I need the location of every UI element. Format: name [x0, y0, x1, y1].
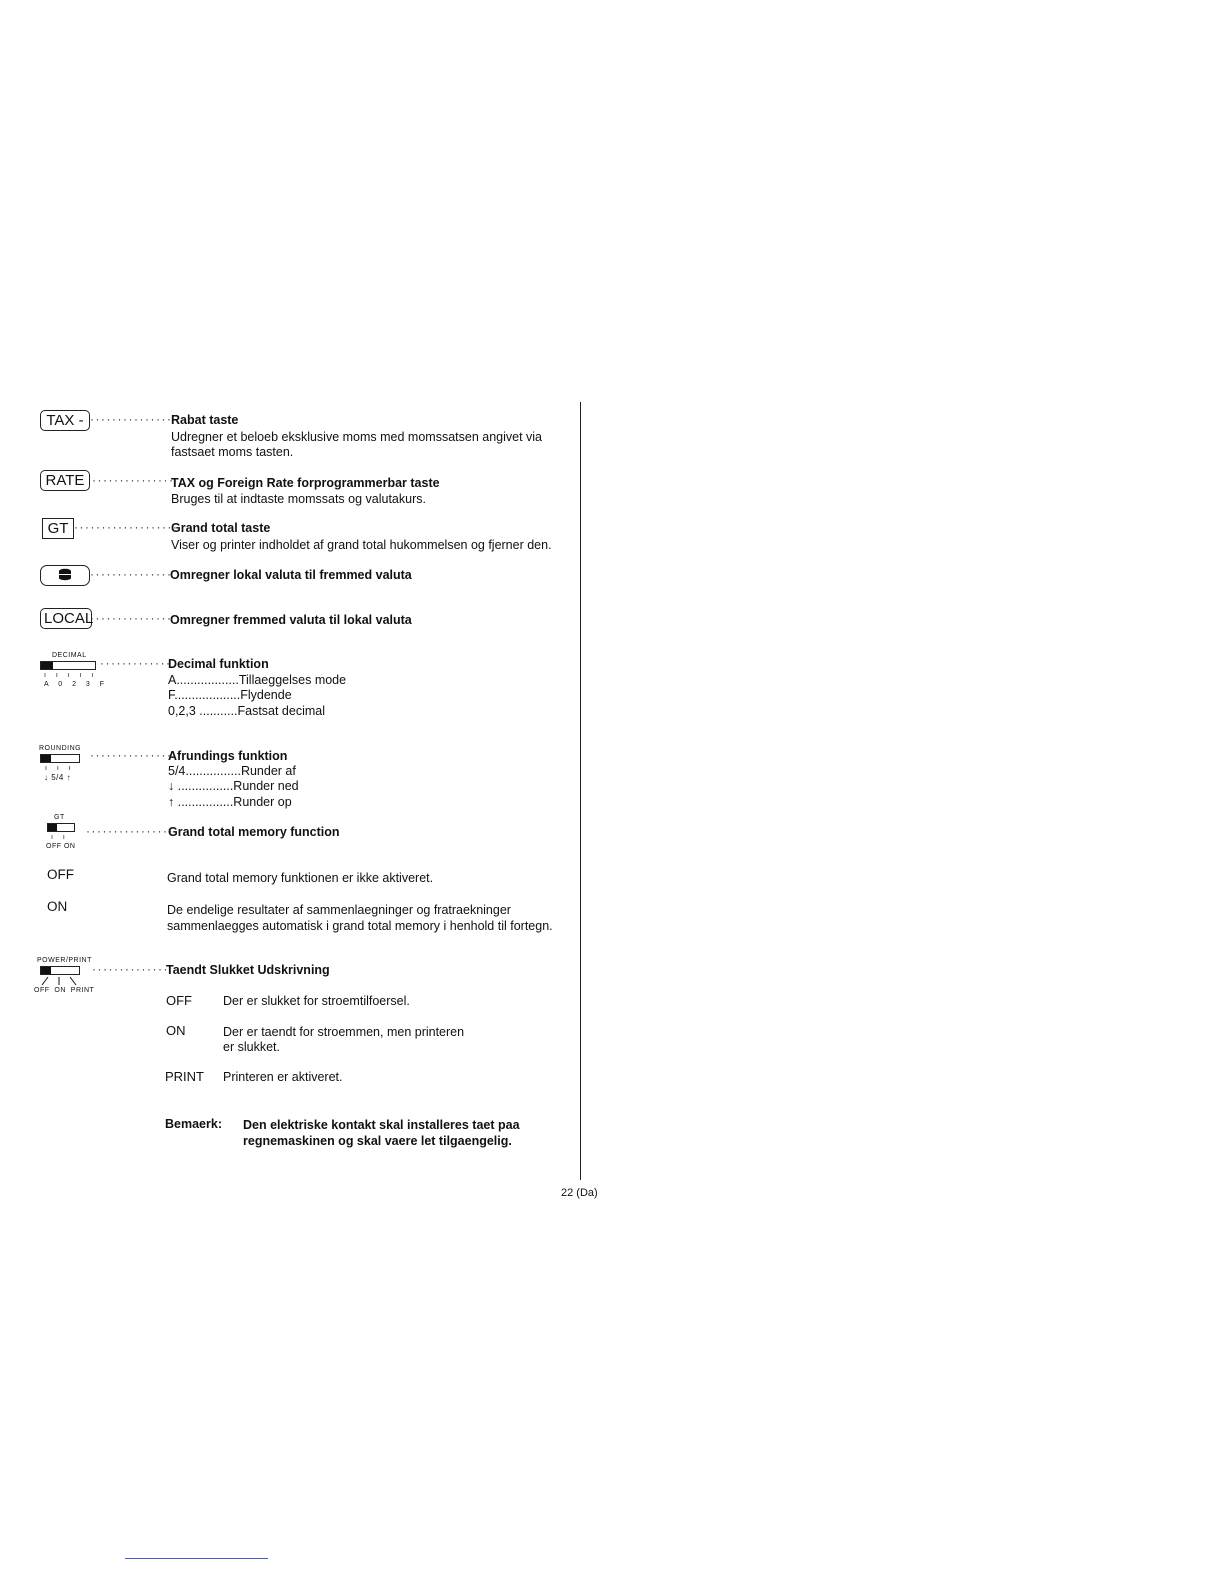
power-print-desc: Printeren er aktiveret.: [223, 1070, 343, 1084]
local-title: Omregner fremmed valuta til lokal valuta: [170, 613, 412, 627]
gt-switch-ticks: ı ı: [51, 834, 69, 841]
power-on-label: ON: [166, 1023, 186, 1038]
rate-title: TAX og Foreign Rate forprogrammerbar taste: [171, 476, 440, 490]
power-switch-label: POWER/PRINT: [37, 957, 92, 964]
decimal-title: Decimal funktion: [168, 657, 269, 671]
gt-switch-knob: [48, 824, 57, 831]
power-print-label: PRINT: [165, 1069, 204, 1084]
power-on-desc-line2: er slukket.: [223, 1040, 280, 1054]
local-key: LOCAL: [40, 608, 92, 629]
gt-switch: [47, 823, 75, 832]
gt-off-desc: Grand total memory funktionen er ikke aktiveret.: [167, 871, 434, 885]
rounding-switch-ticks: ı ı ı: [45, 765, 75, 772]
decimal-switch-ticks: ı ı ı ı ı: [44, 672, 98, 679]
tax-minus-desc-line2: fastsaet moms tasten.: [171, 445, 294, 459]
gt-switch-positions: OFF ON: [46, 843, 76, 850]
power-off-desc: Der er slukket for stroemtilfoersel.: [223, 994, 410, 1008]
gt-title: Grand total taste: [171, 521, 271, 535]
rounding-switch-knob: [41, 755, 51, 762]
leader-dots: ················: [86, 824, 174, 838]
decorative-line: [125, 1558, 268, 1559]
leader-dots: ···············: [90, 748, 173, 762]
leader-dots: ···················: [74, 520, 179, 534]
gt-on-desc-line2: sammenlaegges automatisk i grand total memory i henhold til fortegn.: [167, 919, 553, 933]
note-text-line1: Den elektriske kontakt skal installeres taet paa: [243, 1118, 520, 1132]
column-divider: [580, 402, 581, 1180]
power-on-desc-line1: Der er taendt for stroemmen, men printeren: [223, 1025, 465, 1039]
decimal-switch-knob: [41, 662, 53, 669]
power-off-label: OFF: [166, 993, 192, 1008]
leader-dots: ··············: [92, 962, 169, 976]
currency-icon: [57, 568, 73, 582]
note-text-line2: regnemaskinen og skal vaere let tilgaengelig.: [243, 1134, 512, 1148]
rounding-switch-positions: ↓ 5/4 ↑: [44, 773, 72, 782]
rounding-switch-label: ROUNDING: [39, 745, 82, 752]
decimal-row: F...................Flydende: [168, 688, 292, 702]
tax-minus-key: TAX -: [40, 410, 90, 431]
power-switch-ticks: [38, 976, 88, 986]
leader-dots: ···············: [90, 611, 173, 625]
decimal-switch-label: DECIMAL: [52, 652, 87, 659]
decimal-switch: [40, 661, 96, 670]
power-title: Taendt Slukket Udskrivning: [166, 963, 330, 977]
leader-dots: ···············: [92, 473, 175, 487]
rounding-title: Afrundings funktion: [168, 749, 288, 763]
gt-on-label: ON: [47, 899, 68, 914]
decimal-switch-positions: A 0 2 3 F: [44, 681, 109, 688]
leader-dots: ···············: [90, 567, 173, 581]
decimal-row: 0,2,3 ...........Fastsat decimal: [168, 704, 326, 718]
leader-dots: ···············: [90, 412, 173, 426]
tax-minus-desc-line1: Udregner et beloeb eksklusive moms med momssatsen angivet via: [171, 430, 543, 444]
gt-on-desc-line1: De endelige resultater af sammenlaegninger og fratraekninger: [167, 903, 511, 917]
currency-key: [40, 565, 90, 586]
gt-key: GT: [42, 518, 74, 539]
gt-off-label: OFF: [47, 867, 74, 882]
rate-key: RATE: [40, 470, 90, 491]
rounding-row: 5/4................Runder af: [168, 764, 296, 778]
rate-desc: Bruges til at indtaste momssats og valutakurs.: [171, 492, 426, 506]
tax-minus-title: Rabat taste: [171, 413, 239, 427]
gt-desc: Viser og printer indholdet af grand total hukommelsen og fjerner den.: [171, 538, 552, 552]
currency-title: Omregner lokal valuta til fremmed valuta: [170, 568, 412, 582]
page-number: 22 (Da): [561, 1187, 598, 1199]
rounding-row: ↓ ................Runder ned: [168, 779, 299, 793]
rounding-switch: [40, 754, 80, 763]
power-switch: [40, 966, 80, 975]
gt-switch-label: GT: [54, 814, 65, 821]
rounding-row: ↑ ................Runder op: [168, 795, 292, 809]
note-label: Bemaerk:: [165, 1117, 222, 1131]
decimal-row: A..................Tillaeggelses mode: [168, 673, 347, 687]
gt-switch-title: Grand total memory function: [168, 825, 340, 839]
power-switch-positions: OFF ON PRINT: [34, 987, 95, 994]
leader-dots: ·············: [100, 656, 172, 670]
power-switch-knob: [41, 967, 51, 974]
